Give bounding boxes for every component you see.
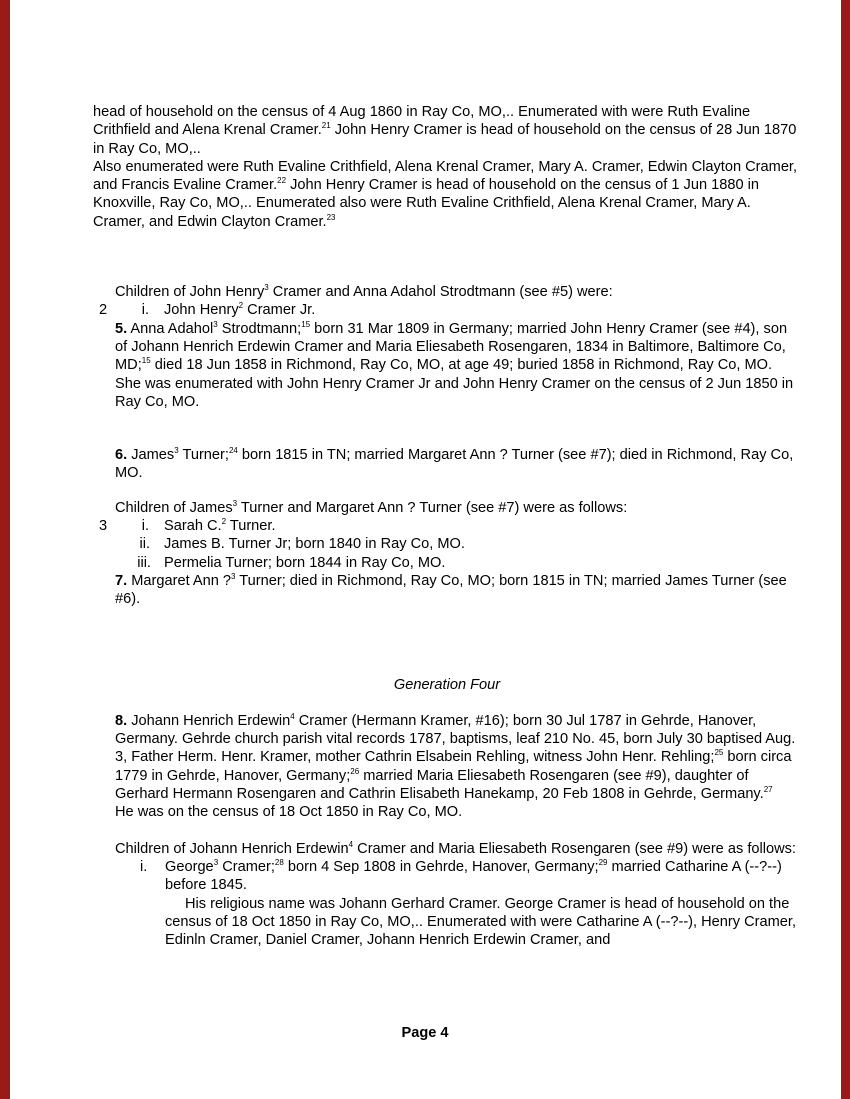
child-roman: i. — [141, 302, 149, 319]
entry-8: 8. Johann Henrich Erdewin$^4$ Cramer (Hermann Kramer, #16); born 30 Jul 1787 in Gehrde, Hanover, Germany. Gehrde church parish vital records 1787, baptisms, leaf 210 No. 45, born July 30 baptised Aug. 3, Father Herm. Henr. Kramer, mother Cathrin Elsabein Rehling, witness John Henr. Rehling;$^{25}$ born circa 1779 in Gehrde, Hanover, Germany;$^{26}$ married Maria Eliesabeth Rosengaren (see #9), daughter of Gerhard Hermann Rosengaren and Cathrin Elisabeth Hanekamp, 20 Feb 1808 in Gehrde, Germany.$^{27}$ — [115, 711, 796, 803]
footnote-ref: 28 — [274, 857, 284, 867]
children-intro: Children of Johann Henrich Erdewin$^4$ Cramer and Maria Eliesabeth Rosengaren (see #9) were as follows: — [115, 839, 796, 857]
footnote-ref: 22 — [277, 176, 287, 186]
child-name: James B. Turner Jr; born 1840 in Ray Co, MO. — [164, 536, 465, 553]
footnote-ref: 23 — [326, 212, 336, 222]
entry-5: 5. Anna Adahol$^3$ Strodtmann;$^{15}$ born 31 Mar 1809 in Germany; married John Henry Cramer (see #4), son of Johann Henrich Erdewin Cramer and Maria Eliesabeth Rosengaren, 1834 in Baltimore, Baltimore Co, MD;$^{15}$ died 18 Jun 1858 in Richmond, Ray Co, MO, at age 49; buried 1858 in Richmond, Ray Co, MO. — [115, 319, 788, 374]
child-item — [93, 535, 801, 553]
generation-heading: Generation Four — [393, 676, 501, 693]
page-number: Page 4 — [401, 1025, 449, 1041]
child-name: George$^3$ Cramer;$^{28}$ born 4 Sep 1808 in Gehrde, Hanover, Germany;$^{29}$ married Catharine A (--?--) before 1845. — [165, 857, 782, 894]
child-roman: ii. — [139, 536, 150, 553]
child-roman: i. — [140, 858, 148, 875]
footnote-ref: 27 — [763, 785, 773, 795]
footnote-ref: 15 — [301, 319, 311, 329]
page-edge-left — [0, 0, 10, 1099]
child-name: John Henry$^2$ Cramer Jr. — [164, 301, 316, 319]
child-item — [140, 858, 801, 949]
entry-8-note: He was on the census of 18 Oct 1850 in Ray Co, MO. — [115, 804, 463, 821]
child-item — [93, 301, 801, 319]
child-note: His religious name was Johann Gerhard Cramer. George Cramer is head of household on the census of 18 Oct 1850 in Ray Co, MO,.. Enumerated with were Catharine A (--?--), Henry Cramer, Edinln Cramer, Daniel Cramer, Johann Henrich Erdewin Cramer, and — [165, 895, 797, 949]
footnote-ref: 21 — [321, 121, 331, 131]
footnote-ref: 26 — [350, 766, 360, 776]
child-roman: iii. — [137, 554, 151, 571]
children-intro: Children of John Henry$^3$ Cramer and Anna Adahol Strodtmann (see #5) were: — [115, 283, 613, 301]
entry-4-continued: head of household on the census of 4 Aug 1860 in Ray Co, MO,.. Enumerated with were Ruth Evaline Crithfield and Alena Krenal Cramer.$^{21}$ John Henry Cramer is head of household on the census of 28 Jun 1870 in Ray Co, MO,.. — [93, 104, 797, 157]
entry-4-census-note: Also enumerated were Ruth Evaline Crithfield, Alena Krenal Cramer, Mary A. Cramer, Edwin Clayton Cramer, and Francis Evaline Cramer.$^{22}$ John Henry Cramer is head of household on the census of 1 Jun 1880 in Knoxville, Ray Co, MO,.. Enumerated also were Ruth Evaline Crithfield, Alena Krenal Cramer, Mary A. Cramer, and Edwin Clayton Cramer.$^{23}$ — [93, 158, 798, 230]
entry-7: 7. Margaret Ann ?$^3$ Turner; died in Richmond, Ray Co, MO; born 1815 in TN; married James Turner (see #6). — [115, 571, 787, 608]
footnote-ref: 29 — [598, 857, 608, 867]
page-edge-right — [841, 0, 850, 1099]
child-item — [93, 554, 801, 572]
footnote-ref: 15 — [141, 356, 151, 366]
footnote-ref: 25 — [714, 748, 724, 758]
child-name: Permelia Turner; born 1844 in Ray Co, MO. — [164, 554, 446, 571]
children-intro: Children of James$^3$ Turner and Margaret Ann ? Turner (see #7) were as follows: — [115, 498, 628, 516]
child-roman: i. — [141, 518, 149, 535]
footnote-ref: 24 — [228, 446, 238, 456]
child-generation-number: 2 — [99, 302, 108, 319]
child-generation-number: 3 — [99, 518, 108, 535]
child-item — [93, 517, 801, 535]
entry-5-note: She was enumerated with John Henry Cramer Jr and John Henry Cramer on the census of 2 Jun 1850 in Ray Co, MO. — [115, 375, 794, 410]
entry-6: 6. James$^3$ Turner;$^{24}$ born 1815 in TN; married Margaret Ann ? Turner (see #7); died in Richmond, Ray Co, MO. — [115, 446, 794, 482]
child-name: Sarah C.$^2$ Turner. — [164, 517, 276, 535]
document-page — [93, 103, 801, 949]
